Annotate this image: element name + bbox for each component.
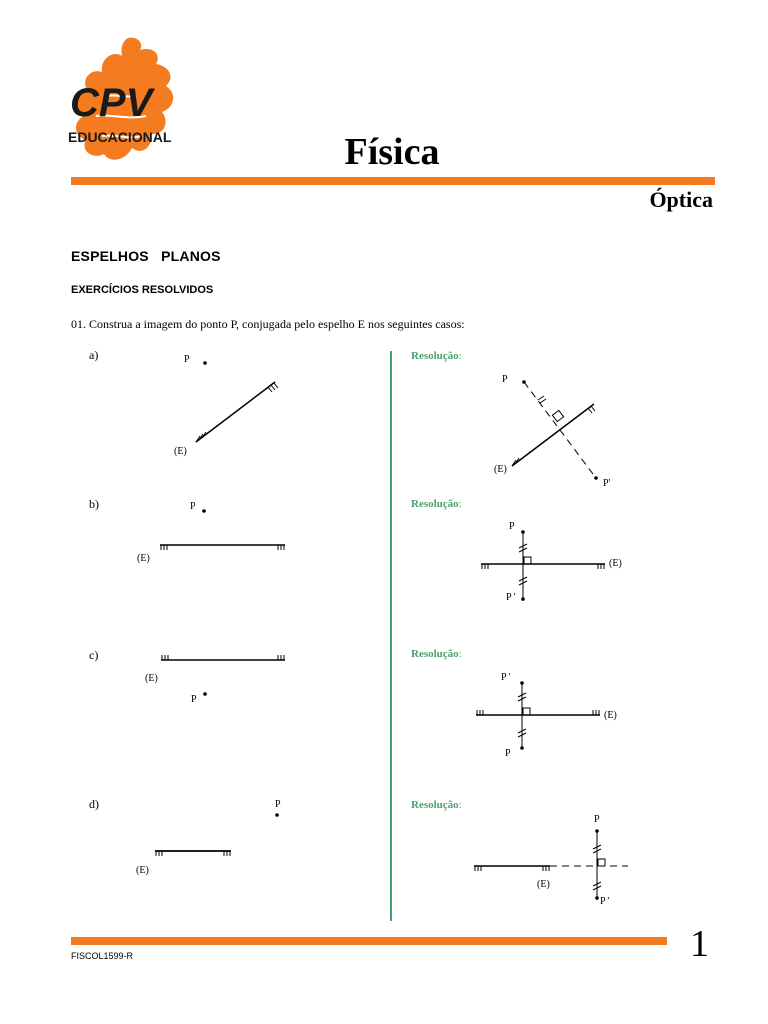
column-divider (390, 351, 392, 921)
point-p (275, 813, 279, 817)
image-label: P ' (600, 896, 610, 907)
section-heading: ESPELHOS PLANOS (71, 248, 221, 264)
case-label-c: c) (89, 648, 99, 662)
resolution-label-d: Resolução: (411, 799, 462, 811)
mirror-label: (E) (145, 673, 158, 684)
mirror-label: (E) (494, 464, 507, 475)
figure-a-resolution (490, 368, 610, 493)
mirror-label: (E) (604, 710, 617, 721)
right-angle-mark (523, 708, 530, 715)
page-title: Física (344, 131, 440, 173)
point-p (520, 746, 524, 750)
point-label: P (502, 374, 508, 385)
case-label-a: a) (89, 348, 99, 362)
page-number: 1 (690, 923, 709, 965)
figure-b-resolution (475, 515, 635, 607)
point-label: P (191, 694, 197, 705)
mirror-label: (E) (174, 446, 187, 457)
mirror-label: (E) (609, 558, 622, 569)
mirror-line (512, 404, 594, 466)
point-label: P (184, 354, 190, 365)
point-label: P (509, 521, 515, 532)
header-divider (71, 177, 715, 185)
logo-brand: CPV (70, 81, 153, 125)
mirror-label: (E) (137, 553, 150, 564)
figure-d-resolution (470, 810, 640, 910)
logo-tagline: EDUCACIONAL (68, 129, 172, 145)
question-text: 01. Construa a imagem do ponto P, conjugada pelo espelho E nos seguintes casos: (71, 317, 465, 331)
footer-divider (71, 937, 667, 945)
point-label: P (594, 814, 600, 825)
footer-code: FISCOL1599-R (71, 951, 134, 961)
figure-c-problem (140, 650, 300, 710)
mirror-label: (E) (537, 879, 550, 890)
point-label: P (275, 799, 281, 810)
figure-c-resolution (470, 668, 630, 760)
mirror-line (196, 382, 275, 442)
section-subheading: EXERCÍCIOS RESOLVIDOS (71, 284, 214, 296)
resolution-label-a: Resolução: (411, 350, 462, 362)
point-p (203, 361, 207, 365)
case-label-d: d) (89, 797, 99, 811)
image-label: P' (603, 478, 611, 489)
image-label: P ' (506, 592, 516, 603)
right-angle-mark (524, 557, 531, 564)
point-p-image (595, 896, 599, 900)
subject-title: Óptica (649, 187, 713, 212)
point-p-image (594, 476, 598, 480)
point-label: P (190, 501, 196, 512)
right-angle-mark (552, 410, 563, 421)
resolution-label-b: Resolução: (411, 498, 462, 510)
point-p (202, 509, 206, 513)
resolution-label-c: Resolução: (411, 648, 462, 660)
point-p-image (521, 597, 525, 601)
right-angle-mark (598, 859, 605, 866)
mirror-label: (E) (136, 865, 149, 876)
figure-d-problem (130, 795, 300, 880)
figure-a-problem (160, 345, 300, 465)
point-p (203, 692, 207, 696)
point-label: P (505, 748, 511, 759)
figure-b-problem (135, 495, 295, 565)
case-label-b: b) (89, 497, 99, 511)
image-label: P ' (501, 672, 511, 683)
